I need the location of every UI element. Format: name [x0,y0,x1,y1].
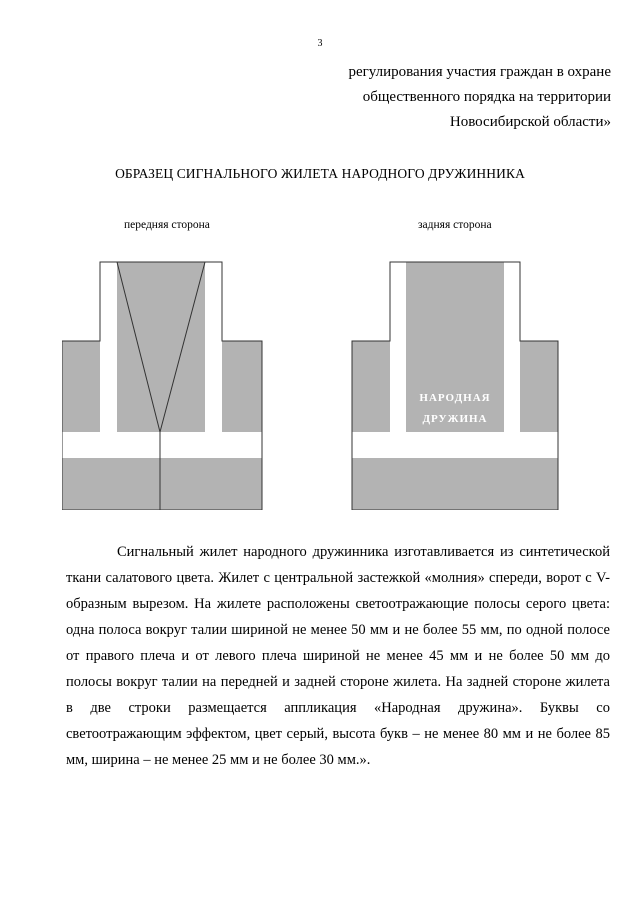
back-text-line-2: ДРУЖИНА [422,413,488,425]
back-waist-stripe [352,432,558,458]
back-side-label: задняя сторона [418,219,492,231]
front-vest [62,262,262,510]
back-vest [352,262,558,510]
front-right-shoulder-stripe [205,262,222,432]
vest-drawing [62,258,560,510]
description-paragraph: Сигнальный жилет народного дружинника изготавливается из синтетической ткани салатового цвета. Жилет с центральной застежкой «молния» спереди, ворот с V-образным вырезом. На жилете расположены светоотражающие полосы серого цвета: одна полоса вокруг талии шириной не менее 50 мм и не более 55 мм, по одной полосе от правого плеча и от левого плеча шириной не менее 45 мм и не более 50 мм до полосы вокруг талии на передней и задней стороне жилета. На задней стороне жилета в две строки размещается аппликация «Народная дружина». Буквы со светоотражающим эффектом, цвет серый, высота букв – не менее 80 мм и не более 85 мм, ширина – не менее 25 мм и не более 30 мм.». [66,544,610,768]
header-line-2: общественного порядка на территории [362,89,611,105]
back-right-shoulder-stripe [504,262,520,432]
document-header [251,60,611,135]
vest-figure [62,258,560,510]
front-lower-panel [62,458,262,510]
back-lower-panel [352,458,558,510]
front-waist-stripe [62,432,262,458]
page-number: 3 [317,38,323,49]
page-title: ОБРАЗЕЦ СИГНАЛЬНОГО ЖИЛЕТА НАРОДНОГО ДРУЖИННИКА [115,166,525,181]
back-text-line-1: НАРОДНАЯ [419,392,491,404]
back-left-shoulder-stripe [390,262,406,432]
header-line-3: Новосибирской области» [449,114,611,130]
front-left-shoulder-stripe [100,262,117,432]
front-side-label: передняя сторона [124,219,210,231]
header-line-1: регулирования участия граждан в охране [348,64,611,80]
